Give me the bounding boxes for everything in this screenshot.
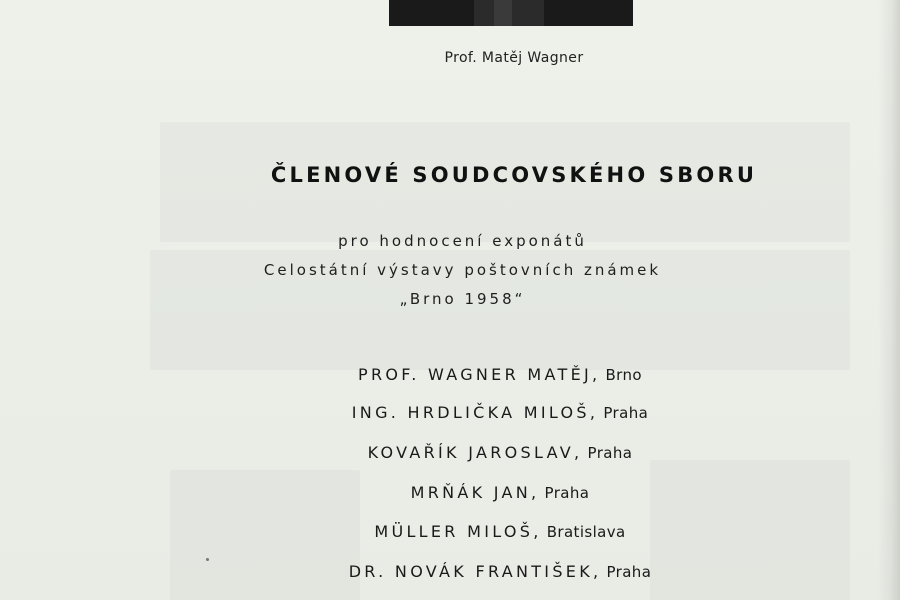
member-name: DR. NOVÁK FRANTIŠEK, [348,562,602,581]
member-entry [0,483,900,502]
member-name: KOVAŘÍK JAROSLAV, [367,443,583,462]
portrait-tie [494,0,512,26]
member-entry [0,562,900,581]
member-name: ING. HRDLIČKA MILOŠ, [351,403,599,422]
photo-caption: Prof. Matěj Wagner [444,50,584,66]
member-entry [0,522,900,541]
subtitle-line-3: „Brno 1958“ [399,290,526,308]
member-city: Praha [606,563,652,581]
member-city: Praha [587,444,633,462]
member-city: Brno [605,366,642,384]
member-entry [0,365,900,384]
portrait-photo [389,0,633,26]
subtitle-line-1: pro hodnocení exponátů [338,232,587,250]
member-entry [0,403,900,422]
member-city: Praha [544,484,590,502]
member-entry [0,443,900,462]
member-city: Bratislava [546,523,626,541]
member-city: Praha [603,404,649,422]
member-name: PROF. WAGNER MATĚJ, [358,365,601,384]
paper-speck [206,558,209,561]
page-title: ČLENOVÉ SOUDCOVSKÉHO SBORU [270,163,758,187]
member-name: MRŇÁK JAN, [410,483,540,502]
member-name: MÜLLER MILOŠ, [374,522,542,541]
subtitle-line-2: Celostátní výstavy poštovních známek [263,261,662,279]
